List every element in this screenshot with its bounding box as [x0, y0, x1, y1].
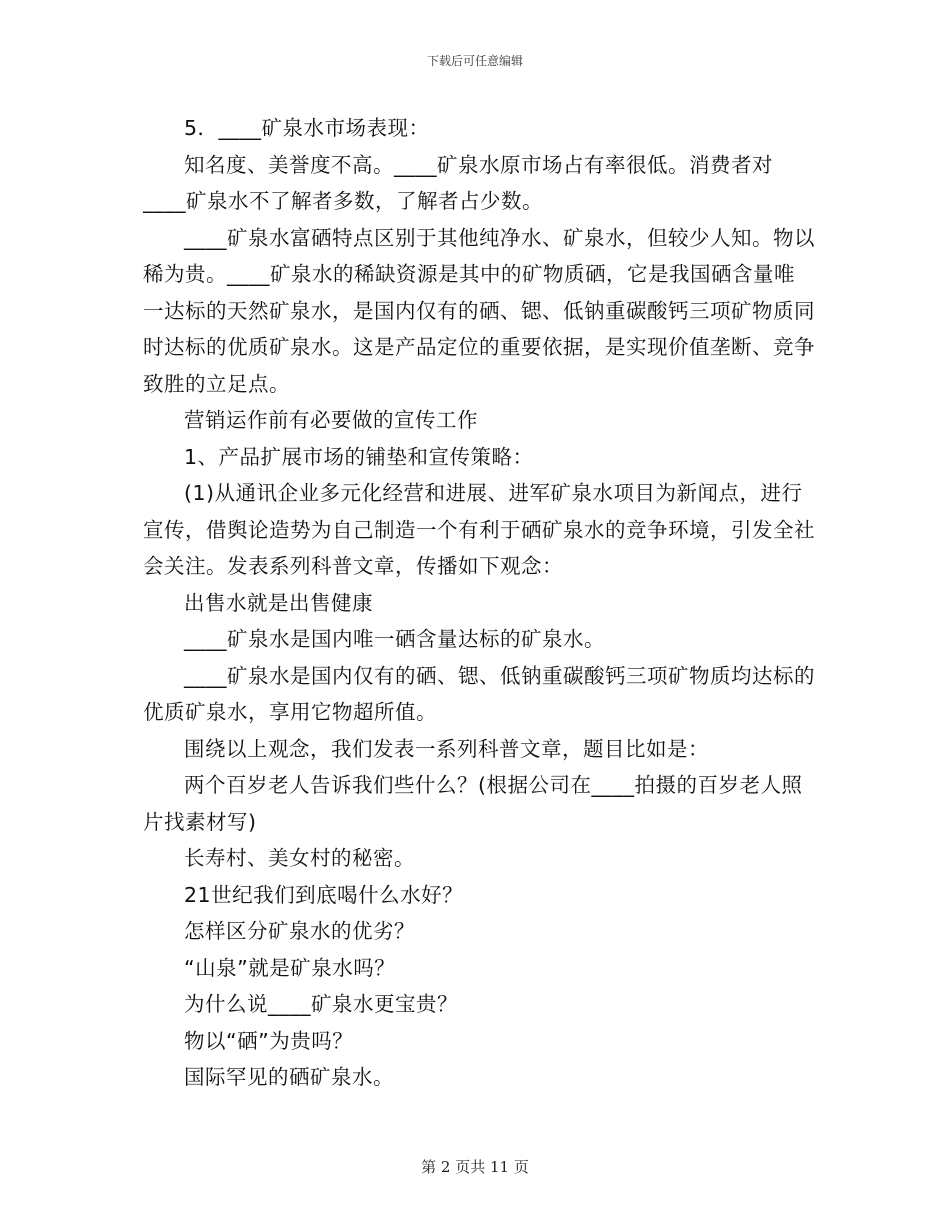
document-body	[143, 110, 815, 1096]
paragraph: 两个百岁老人告诉我们些什么？(根据公司在____拍摄的百岁老人照片找素材写)	[143, 773, 803, 834]
paragraph: ____矿泉水富硒特点区别于其他纯净水、矿泉水，但较少人知。物以稀为贵。____矿泉水的稀缺资源是其中的矿物质硒，它是我国硒含量唯一达标的天然矿泉水，是国内仅有的硒、锶、低钠重碳酸钙三项矿物质同时达标的优质矿泉水。这是产品定位的重要依据，是实现价值垄断、竞争致胜的立足点。	[143, 225, 815, 396]
paragraph: 知名度、美誉度不高。____矿泉水原市场占有率很低。消费者对____矿泉水不了解者多数，了解者占少数。	[143, 152, 773, 213]
paragraph: 为什么说____矿泉水更宝贵？	[184, 992, 458, 1016]
paragraph: (1)从通讯企业多元化经营和进展、进军矿泉水项目为新闻点，进行宣传，借舆论造势为自己制造一个有利于硒矿泉水的竞争环境，引发全社会关注。发表系列科普文章，传播如下观念：	[143, 481, 815, 578]
paragraph: 国际罕见的硒矿泉水。	[184, 1065, 394, 1089]
paragraph: 围绕以上观念，我们发表一系列科普文章，题目比如是：	[184, 736, 709, 761]
paragraph: 长寿村、美女村的秘密。	[184, 846, 415, 870]
paragraph: “山泉”就是矿泉水吗？	[184, 955, 396, 980]
paragraph: ____矿泉水是国内仅有的硒、锶、低钠重碳酸钙三项矿物质均达标的优质矿泉水，享用它物超所值。	[143, 663, 815, 724]
paragraph: 营销运作前有必要做的宣传工作	[184, 408, 478, 432]
page-header: 下载后可任意编辑	[426, 54, 523, 68]
paragraph: 出售水就是出售健康	[184, 590, 373, 615]
paragraph: 5．____矿泉水市场表现：	[184, 116, 430, 140]
paragraph: 21世纪我们到底喝什么水好？	[184, 882, 464, 907]
paragraph: 怎样区分矿泉水的优劣？	[184, 919, 415, 943]
paragraph: 1、产品扩展市场的铺垫和宣传策略：	[184, 444, 534, 469]
paragraph: 物以“硒”为贵吗？	[184, 1028, 354, 1053]
page-footer: 第 2 页共 11 页	[421, 1158, 529, 1176]
paragraph: ____矿泉水是国内唯一硒含量达标的矿泉水。	[184, 627, 605, 651]
